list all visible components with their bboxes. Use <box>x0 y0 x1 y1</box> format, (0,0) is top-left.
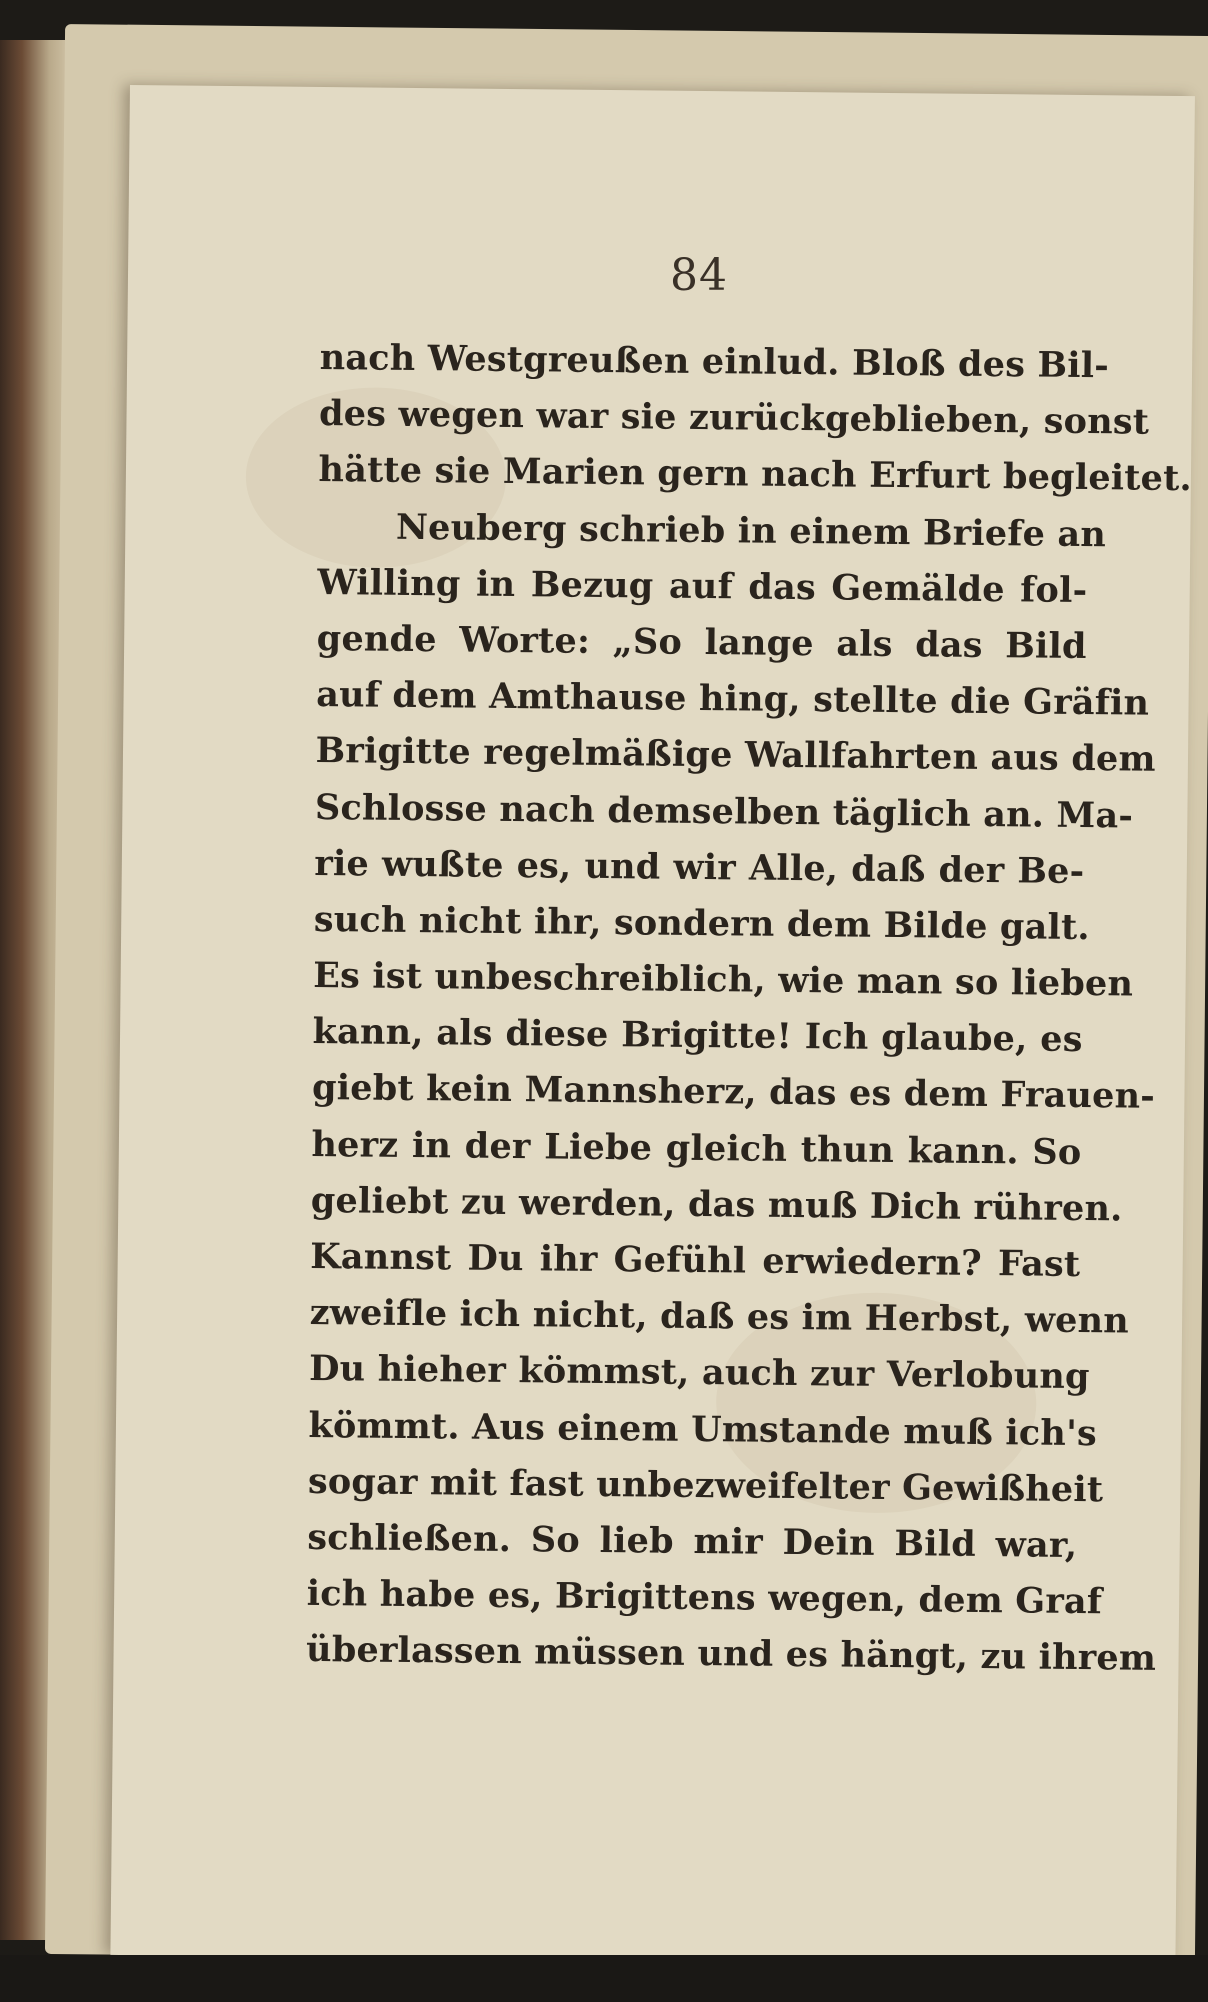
text-line: Kannst Du ihr Gefühl erwiedern? Fast <box>310 1235 1081 1286</box>
text-line: Du hieher kömmst, auch zur Verlobung <box>308 1348 1090 1398</box>
text-line: such nicht ihr, sondern dem Bilde galt. <box>313 898 1090 948</box>
text-line: giebt kein Mannsherz, das es dem Frauen- <box>311 1067 1156 1118</box>
text-line: sogar mit fast unbezweifelter Gewißheit <box>307 1460 1104 1511</box>
text-line: schließen. So lieb mir Dein Bild war, <box>307 1516 1078 1566</box>
text-line: hätte sie Marien gern nach Erfurt begleitet. <box>318 449 1193 500</box>
body-text <box>305 330 1193 1686</box>
text-line: kömmt. Aus einem Umstande muß ich's <box>308 1404 1098 1454</box>
text-line: ich habe es, Brigittens wegen, dem Graf <box>306 1573 1103 1623</box>
text-line: des wegen war sie zurückgeblieben, sonst <box>318 393 1150 443</box>
text-line: nach Westgreußen einlud. Bloß des Bil- <box>319 336 1110 387</box>
page-number: 84 <box>670 250 728 301</box>
text-line: Es ist unbeschreiblich, wie man so lieben <box>313 955 1134 1005</box>
background-surface <box>0 1955 1208 2002</box>
text-line: Schlosse nach demselben täglich an. Ma- <box>314 786 1134 837</box>
text-line: Neuberg schrieb in einem Briefe an <box>395 506 1107 555</box>
text-line: herz in der Liebe gleich thun kann. So <box>311 1123 1082 1173</box>
text-line: rie wußte es, und wir Alle, daß der Be- <box>314 842 1085 892</box>
text-line: geliebt zu werden, das muß Dich rühren. <box>310 1179 1123 1230</box>
text-line: gende Worte: „So lange als das Bild <box>316 617 1087 667</box>
text-line: zweifle ich nicht, daß es im Herbst, wenn <box>309 1292 1130 1342</box>
text-line: auf dem Amthause hing, stellte die Gräfin <box>315 674 1150 724</box>
text-line: Brigitte regelmäßige Wallfahrten aus dem <box>315 730 1156 781</box>
text-line: Willing in Bezug auf das Gemälde fol- <box>317 561 1088 611</box>
text-line: kann, als diese Brigitte! Ich glaube, es <box>312 1011 1083 1061</box>
text-line: überlassen müssen und es hängt, zu ihrem <box>305 1629 1157 1680</box>
